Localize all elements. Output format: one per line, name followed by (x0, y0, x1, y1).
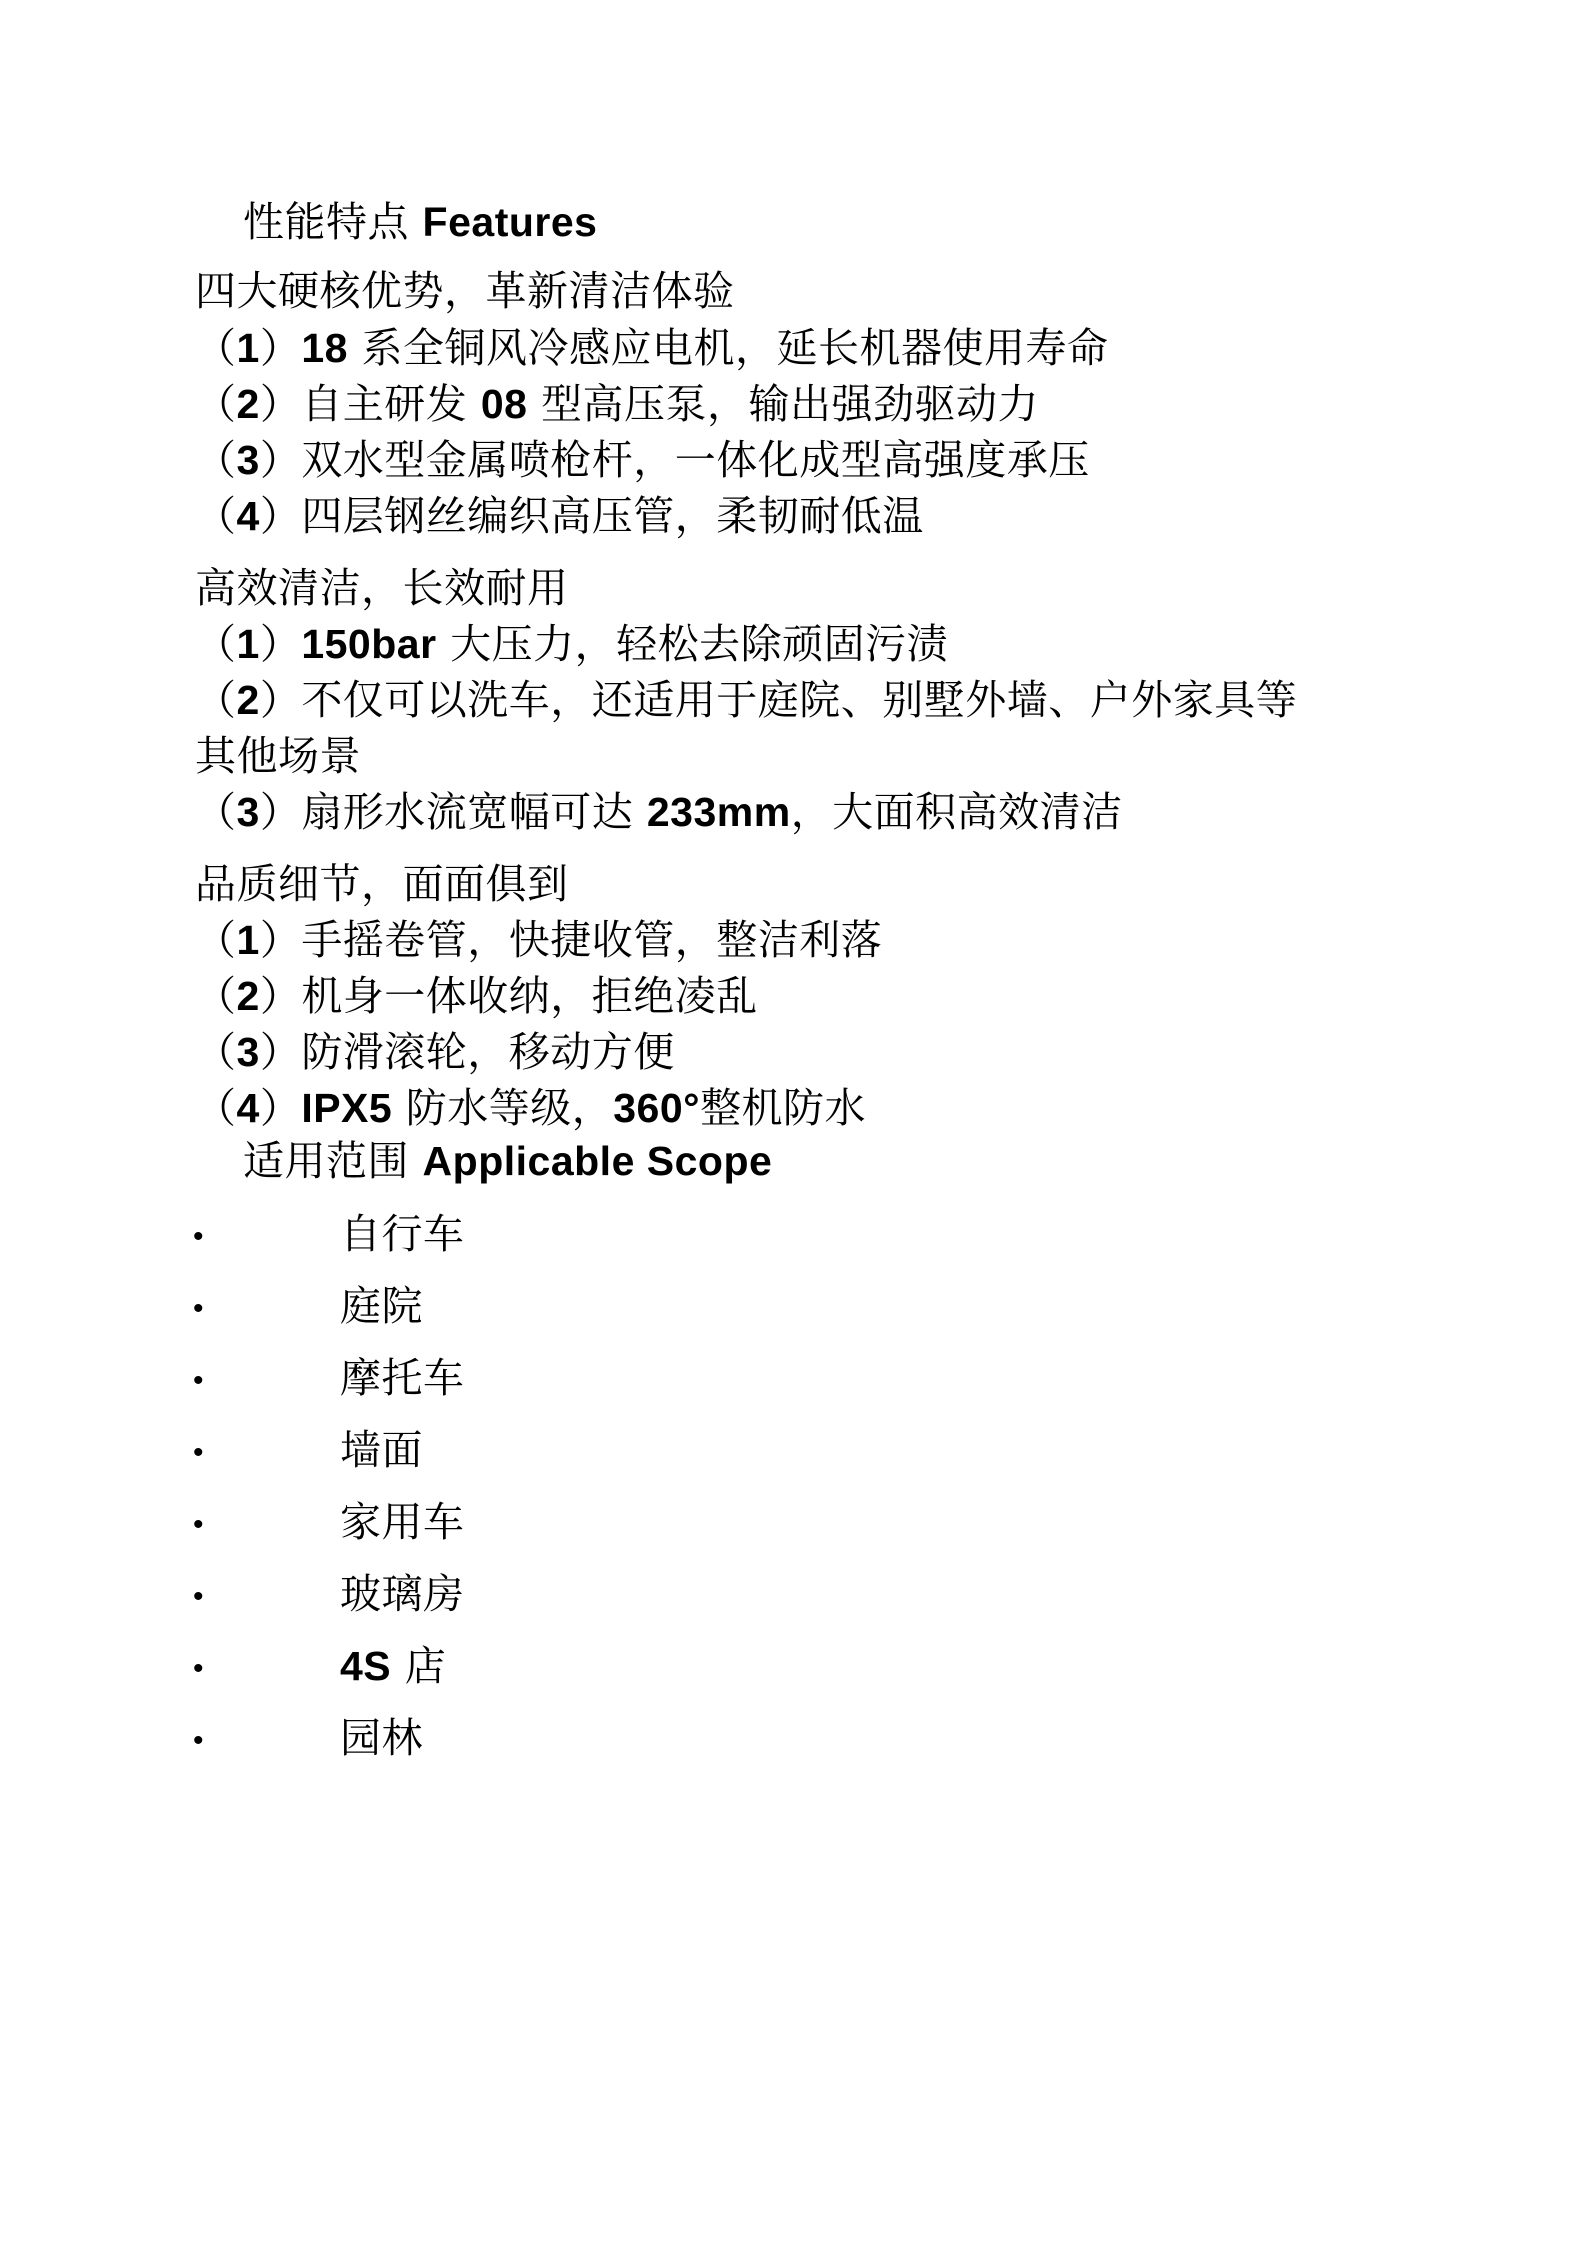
list-item: （2）不仅可以洗车，还适用于庭院、别墅外墙、户外家具等 (195, 676, 1298, 724)
scope-heading-cn: 适用范围 (243, 1137, 409, 1185)
list-item: （1）150bar 大压力，轻松去除顽固污渍 (195, 620, 949, 668)
list-item: （4）IPX5 防水等级，360°整机防水 (195, 1084, 867, 1132)
scope-item-label: 玻璃房 (340, 1570, 465, 1618)
list-item: （4）四层钢丝编织高压管，柔韧耐低温 (195, 492, 924, 540)
scope-item-label: 自行车 (340, 1210, 465, 1258)
bullet-icon: • (193, 1220, 204, 1253)
scope-item-label: 园林 (340, 1714, 423, 1762)
list-item: （2）自主研发 08 型高压泵，输出强劲驱动力 (195, 380, 1040, 428)
scope-item-label: 家用车 (340, 1498, 465, 1546)
scope-heading-en: Applicable Scope (422, 1138, 773, 1184)
bullet-icon: • (193, 1652, 204, 1685)
bullet-icon: • (193, 1508, 204, 1541)
bullet-icon: • (193, 1724, 204, 1757)
scope-item-label: 墙面 (340, 1426, 423, 1474)
scope-item-label: 4S 店 (340, 1642, 447, 1690)
bullet-icon: • (193, 1364, 204, 1397)
list-item: （2）机身一体收纳，拒绝凌乱 (195, 972, 758, 1020)
bullet-icon: • (193, 1580, 204, 1613)
list-item: （3）防滑滚轮，移动方便 (195, 1028, 675, 1076)
features-heading-en: Features (422, 199, 598, 245)
scope-item-label: 庭院 (340, 1282, 423, 1330)
section-title: 品质细节，面面俱到 (195, 860, 569, 908)
scope-item-label: 摩托车 (340, 1354, 465, 1402)
list-item: （3）扇形水流宽幅可达 233mm，大面积高效清洁 (195, 788, 1123, 836)
bullet-icon: • (193, 1292, 204, 1325)
list-item: （3）双水型金属喷枪杆，一体化成型高强度承压 (195, 436, 1090, 484)
features-heading (243, 197, 597, 247)
section-title: 四大硬核优势，革新清洁体验 (195, 267, 735, 315)
bullet-icon: • (193, 1436, 204, 1469)
list-item: （1）18 系全铜风冷感应电机，延长机器使用寿命 (195, 324, 1109, 372)
features-heading-cn: 性能特点 (243, 198, 409, 246)
scope-heading (243, 1136, 772, 1186)
list-item-continuation: 其他场景 (195, 732, 361, 780)
section-title: 高效清洁，长效耐用 (195, 564, 569, 612)
list-item: （1）手摇卷管，快捷收管，整洁利落 (195, 916, 883, 964)
